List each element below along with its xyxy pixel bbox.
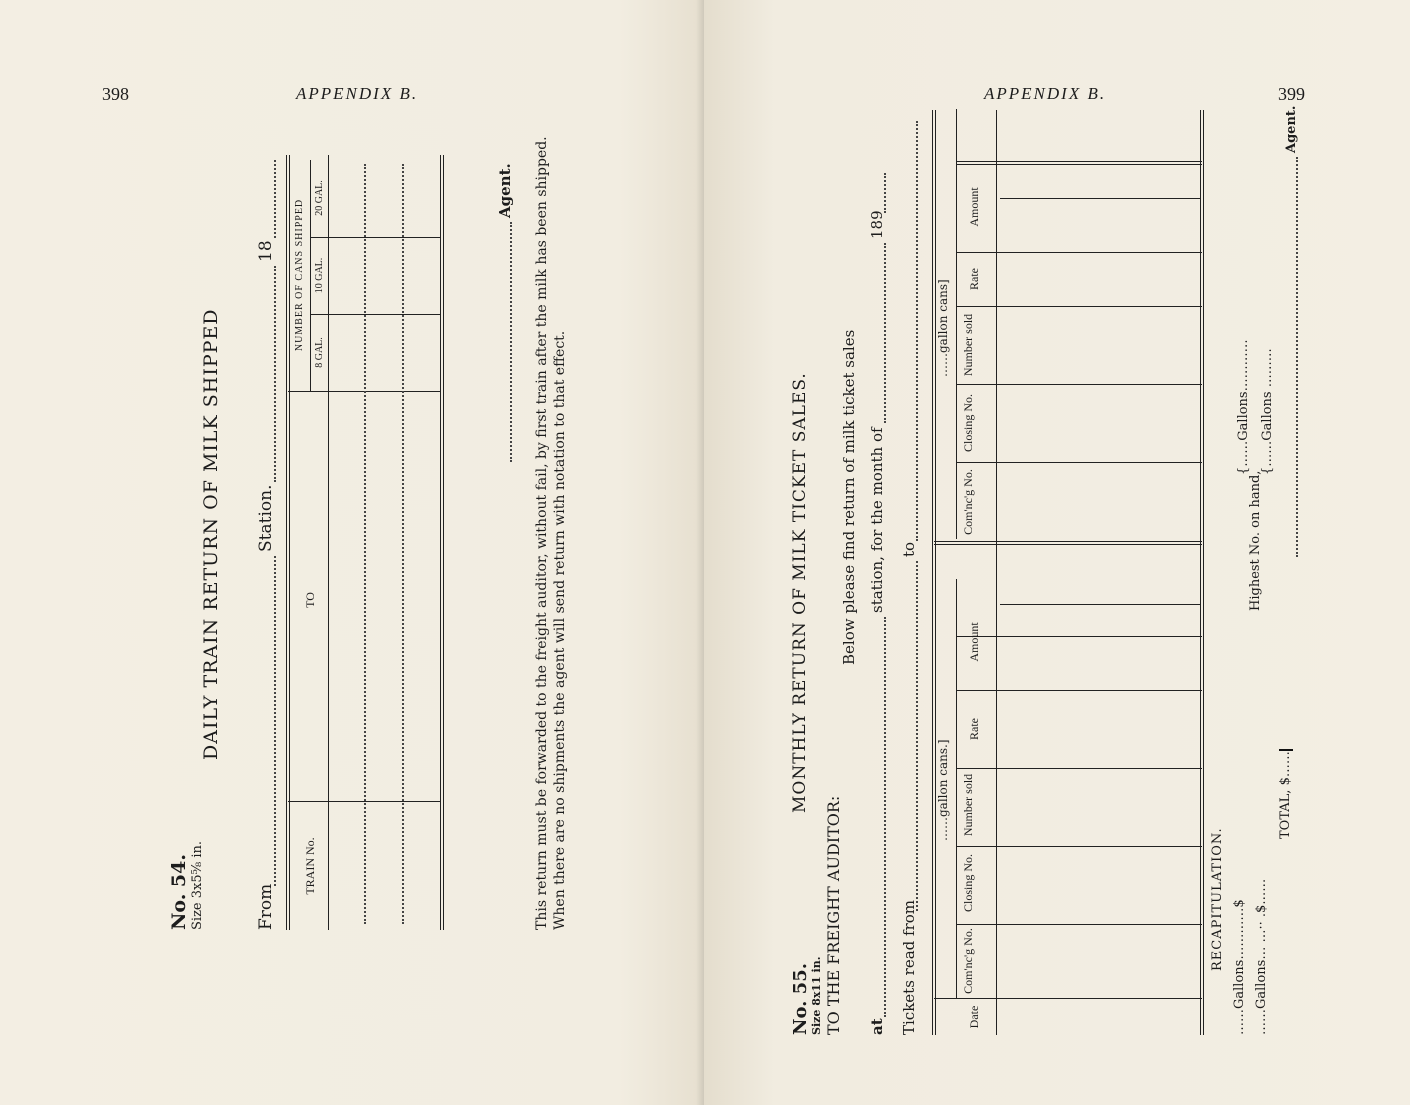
form-55 <box>790 105 1330 1035</box>
col-commencing: Com'nc'g No. <box>961 928 975 994</box>
col-rate: Rate <box>967 718 981 740</box>
note-line-2: When there are no shipments the agent will send return with notation to that effect. <box>552 330 568 930</box>
station-month-label: station, for the month of <box>868 427 886 613</box>
note-line-1: This return must be forwarded to the freight auditor, without fail, by first train after the milk has been shipped. <box>534 136 550 930</box>
form-size: Size 3x5⅝ in. <box>190 840 205 930</box>
col-10-gal: 10 GAL. <box>314 257 325 294</box>
highest-label: Highest No. on hand, <box>1248 470 1263 611</box>
running-head: APPENDIX B. <box>984 84 1107 103</box>
col-to: TO <box>303 592 317 608</box>
col-rate-2: Rate <box>967 268 981 290</box>
col-number-sold: Number sold <box>961 773 975 837</box>
col-closing: Closing No. <box>961 854 975 913</box>
col-cans-shipped: NUMBER OF CANS SHIPPED <box>294 198 305 352</box>
form-title: MONTHLY RETURN OF MILK TICKET SALES. <box>790 372 810 813</box>
col-closing-2: Closing No. <box>961 394 975 453</box>
page-number: 398 <box>102 84 129 104</box>
page-number: 399 <box>1278 84 1305 104</box>
col-8-gal: 8 GAL. <box>314 337 325 368</box>
col-number-sold-2: Number sold <box>961 313 975 377</box>
col-amount: Amount <box>967 622 981 662</box>
intro-text: Below please find return of milk ticket sales <box>840 329 858 665</box>
form-title: DAILY TRAIN RETURN OF MILK SHIPPED <box>200 308 222 760</box>
highest-gallons-2: {……Gallons ……… <box>1260 348 1275 475</box>
year-suffix: 189 <box>868 210 886 239</box>
highest-gallons-1: {……Gallons………… <box>1236 339 1251 475</box>
from-label: From <box>256 883 276 930</box>
recap-gallons-1: ……Gallons…………$ <box>1232 899 1247 1035</box>
form-number: No. 55. <box>790 963 811 1035</box>
col-train: TRAIN No. <box>303 837 317 895</box>
form-size: Size 8x11 in. <box>810 956 823 1035</box>
agent-label: Agent. <box>496 163 514 218</box>
gallon-cans-group-2: ……gallon cans] <box>936 279 950 377</box>
date-suffix: 18 <box>256 240 276 262</box>
left-page <box>0 0 704 1105</box>
running-head: APPENDIX B. <box>296 84 419 103</box>
col-date: Date <box>967 1005 981 1029</box>
right-page <box>704 0 1410 1105</box>
form-number: No. 54. <box>168 854 190 930</box>
to-label: to <box>900 541 918 557</box>
recap-title: RECAPITULATION. <box>1210 827 1225 971</box>
col-20-gal: 20 GAL. <box>314 180 325 216</box>
tickets-from-label: Tickets read from <box>900 900 918 1035</box>
col-commencing-2: Com'nc'g No. <box>961 469 975 535</box>
salutation: TO THE FREIGHT AUDITOR: <box>824 795 843 1035</box>
gallon-cans-group-1: ……gallon cans.] <box>936 739 950 841</box>
recap-gallons-2: ……Gallons… …·· .$…… <box>1254 878 1269 1035</box>
at-label: at <box>868 1018 886 1035</box>
station-label: Station. <box>256 484 276 552</box>
col-amount-2: Amount <box>967 187 981 227</box>
form-54 <box>168 110 578 930</box>
recap-total: TOTAL, $…… <box>1278 751 1293 839</box>
agent-label: Agent. <box>1284 105 1299 153</box>
